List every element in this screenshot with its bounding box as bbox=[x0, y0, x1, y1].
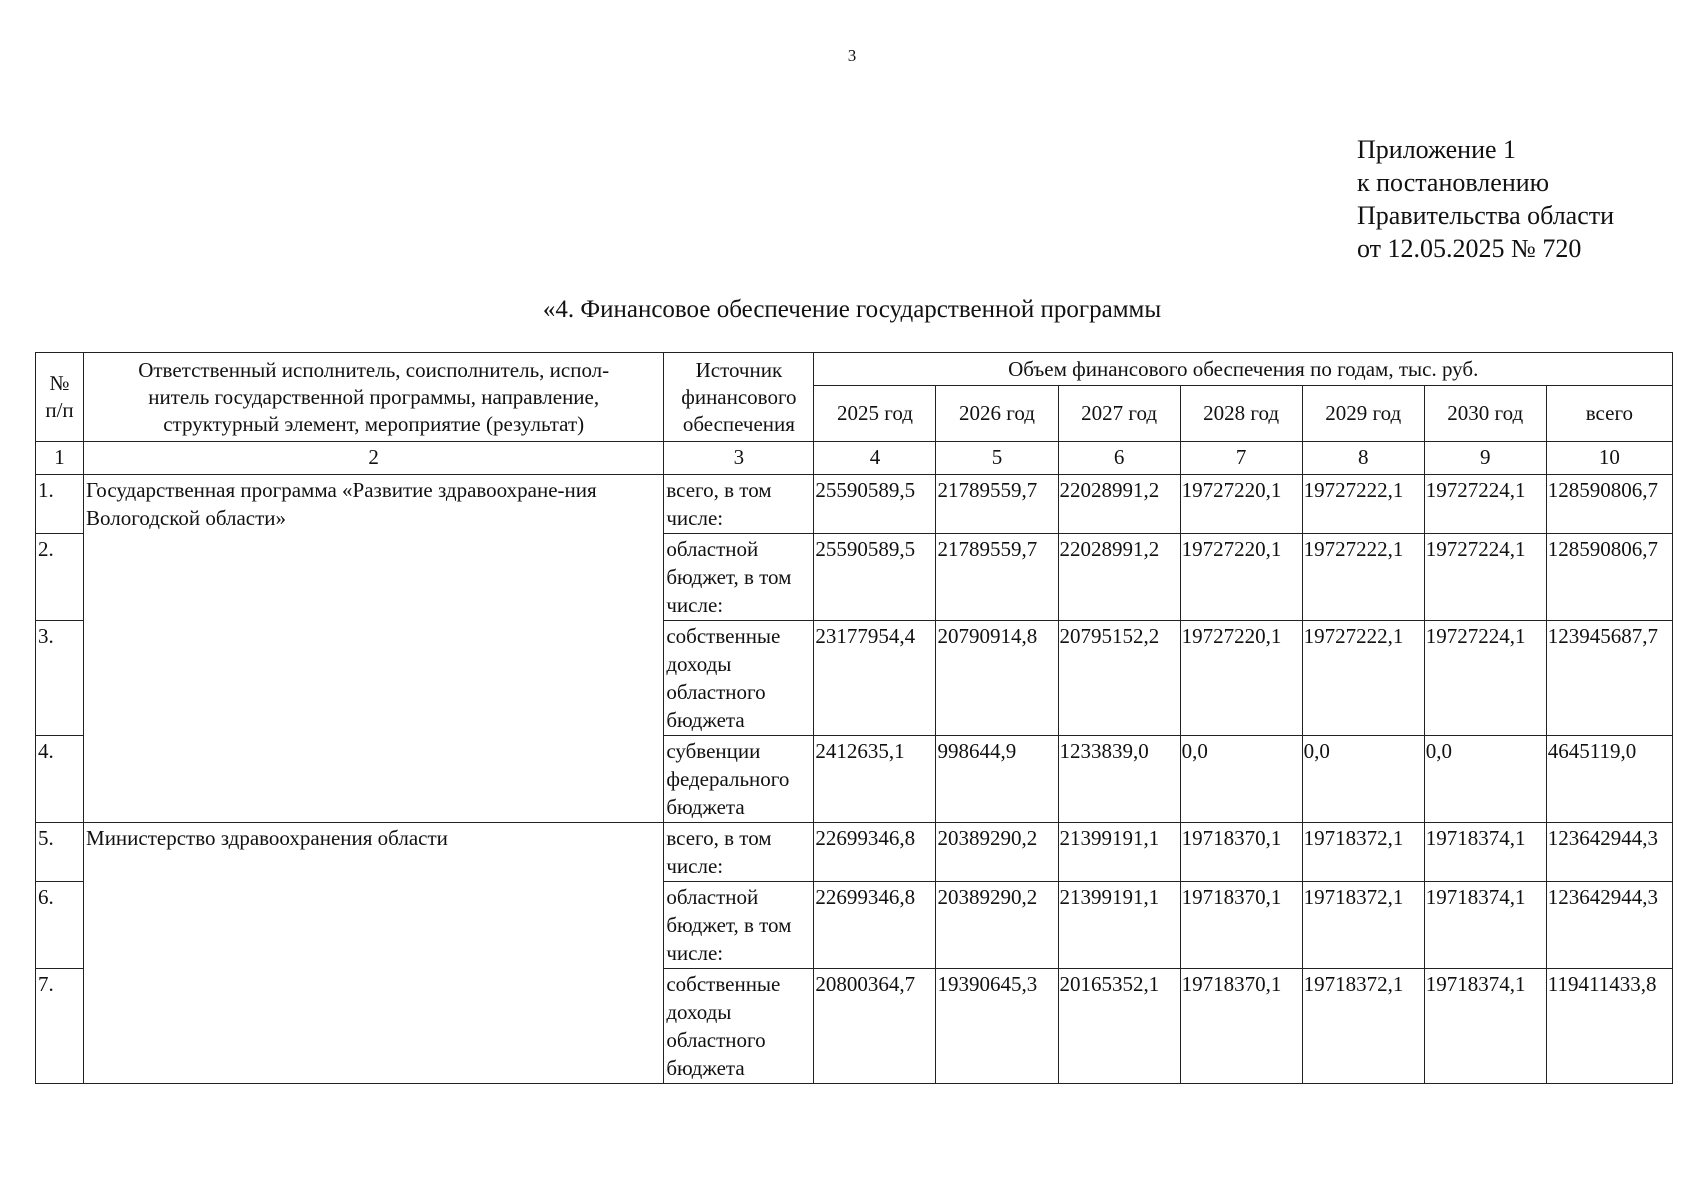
row-number: 7. bbox=[36, 969, 84, 1084]
appendix-block bbox=[1357, 133, 1614, 265]
column-number: 9 bbox=[1424, 442, 1546, 475]
year-value: 998644,9 bbox=[936, 736, 1058, 823]
executor-name: Министерство здравоохранения области bbox=[84, 823, 664, 1084]
year-value: 0,0 bbox=[1302, 736, 1424, 823]
column-number: 7 bbox=[1180, 442, 1302, 475]
appendix-line: Правительства области bbox=[1357, 201, 1615, 230]
year-value: 19718370,1 bbox=[1180, 882, 1302, 969]
row-number: 1. bbox=[36, 475, 84, 534]
header-executor-line: нитель государственной программы, направление, bbox=[148, 384, 600, 409]
header-year: 2028 год bbox=[1180, 386, 1302, 442]
column-number: 5 bbox=[936, 442, 1058, 475]
year-value: 19718372,1 bbox=[1302, 969, 1424, 1084]
year-value: 19718374,1 bbox=[1424, 969, 1546, 1084]
column-number: 3 bbox=[664, 442, 814, 475]
year-value: 23177954,4 bbox=[814, 621, 936, 736]
year-value: 19727220,1 bbox=[1180, 534, 1302, 621]
funding-source: субвенции федерального бюджета bbox=[664, 736, 814, 823]
column-number: 2 bbox=[84, 442, 664, 475]
year-value: 20800364,7 bbox=[814, 969, 936, 1084]
total-value: 128590806,7 bbox=[1546, 534, 1672, 621]
year-value: 19727224,1 bbox=[1424, 534, 1546, 621]
header-year: 2029 год bbox=[1302, 386, 1424, 442]
year-value: 19727224,1 bbox=[1424, 475, 1546, 534]
year-value: 19718370,1 bbox=[1180, 823, 1302, 882]
appendix-line: Приложение 1 bbox=[1357, 135, 1517, 164]
year-value: 19718372,1 bbox=[1302, 823, 1424, 882]
year-value: 19718374,1 bbox=[1424, 882, 1546, 969]
year-value: 19727222,1 bbox=[1302, 621, 1424, 736]
funding-source: всего, в том числе: bbox=[664, 823, 814, 882]
year-value: 21789559,7 bbox=[936, 534, 1058, 621]
year-value: 25590589,5 bbox=[814, 534, 936, 621]
funding-source: областной бюджет, в том числе: bbox=[664, 882, 814, 969]
header-num-line: п/п bbox=[45, 398, 74, 422]
table-row bbox=[36, 475, 1673, 534]
total-value: 4645119,0 bbox=[1546, 736, 1672, 823]
year-value: 19727224,1 bbox=[1424, 621, 1546, 736]
total-value: 123642944,3 bbox=[1546, 823, 1672, 882]
year-value: 22699346,8 bbox=[814, 882, 936, 969]
header-year: 2026 год bbox=[936, 386, 1058, 442]
year-value: 20165352,1 bbox=[1058, 969, 1180, 1084]
column-number: 1 bbox=[36, 442, 84, 475]
year-value: 19727220,1 bbox=[1180, 475, 1302, 534]
header-executor bbox=[84, 353, 664, 442]
year-value: 21399191,1 bbox=[1058, 823, 1180, 882]
year-value: 19727220,1 bbox=[1180, 621, 1302, 736]
row-number: 4. bbox=[36, 736, 84, 823]
table-row bbox=[36, 823, 1673, 882]
year-value: 19390645,3 bbox=[936, 969, 1058, 1084]
year-value: 20389290,2 bbox=[936, 823, 1058, 882]
header-year: 2025 год bbox=[814, 386, 936, 442]
total-value: 123945687,7 bbox=[1546, 621, 1672, 736]
year-value: 22699346,8 bbox=[814, 823, 936, 882]
year-value: 22028991,2 bbox=[1058, 534, 1180, 621]
appendix-line: от 12.05.2025 № 720 bbox=[1357, 234, 1582, 263]
column-number: 4 bbox=[814, 442, 936, 475]
appendix-line: к постановлению bbox=[1357, 168, 1550, 197]
year-value: 19718370,1 bbox=[1180, 969, 1302, 1084]
funding-source: собственные доходы областного бюджета bbox=[664, 621, 814, 736]
total-value: 128590806,7 bbox=[1546, 475, 1672, 534]
header-executor-line: Ответственный исполнитель, соисполнитель, испол- bbox=[138, 357, 610, 382]
header-volume: Объем финансового обеспечения по годам, тыс. руб. bbox=[814, 353, 1673, 386]
year-value: 20389290,2 bbox=[936, 882, 1058, 969]
financing-table bbox=[35, 352, 1673, 1084]
header-source: Источник финансового обеспечения bbox=[664, 353, 814, 442]
row-number: 5. bbox=[36, 823, 84, 882]
row-number: 3. bbox=[36, 621, 84, 736]
column-number: 6 bbox=[1058, 442, 1180, 475]
header-num-line: № bbox=[49, 371, 70, 395]
year-value: 19727222,1 bbox=[1302, 534, 1424, 621]
header-num bbox=[36, 353, 84, 442]
year-value: 19718372,1 bbox=[1302, 882, 1424, 969]
year-value: 0,0 bbox=[1180, 736, 1302, 823]
year-value: 19727222,1 bbox=[1302, 475, 1424, 534]
year-value: 20790914,8 bbox=[936, 621, 1058, 736]
header-year: 2027 год bbox=[1058, 386, 1180, 442]
funding-source: областной бюджет, в том числе: bbox=[664, 534, 814, 621]
year-value: 20795152,2 bbox=[1058, 621, 1180, 736]
page-number: 3 bbox=[847, 46, 857, 65]
header-year: всего bbox=[1546, 386, 1672, 442]
column-number: 10 bbox=[1546, 442, 1672, 475]
document-title: «4. Финансовое обеспечение государственной программы bbox=[542, 296, 1162, 323]
header-executor-line: структурный элемент, мероприятие (результат) bbox=[163, 411, 585, 436]
year-value: 2412635,1 bbox=[814, 736, 936, 823]
year-value: 0,0 bbox=[1424, 736, 1546, 823]
row-number: 6. bbox=[36, 882, 84, 969]
year-value: 22028991,2 bbox=[1058, 475, 1180, 534]
year-value: 21399191,1 bbox=[1058, 882, 1180, 969]
executor-name: Государственная программа «Развитие здравоохране-ния Вологодской области» bbox=[84, 475, 664, 823]
row-number: 2. bbox=[36, 534, 84, 621]
year-value: 1233839,0 bbox=[1058, 736, 1180, 823]
year-value: 19718374,1 bbox=[1424, 823, 1546, 882]
total-value: 119411433,8 bbox=[1546, 969, 1672, 1084]
year-value: 21789559,7 bbox=[936, 475, 1058, 534]
year-value: 25590589,5 bbox=[814, 475, 936, 534]
header-year: 2030 год bbox=[1424, 386, 1546, 442]
funding-source: собственные доходы областного бюджета bbox=[664, 969, 814, 1084]
column-number: 8 bbox=[1302, 442, 1424, 475]
funding-source: всего, в том числе: bbox=[664, 475, 814, 534]
total-value: 123642944,3 bbox=[1546, 882, 1672, 969]
